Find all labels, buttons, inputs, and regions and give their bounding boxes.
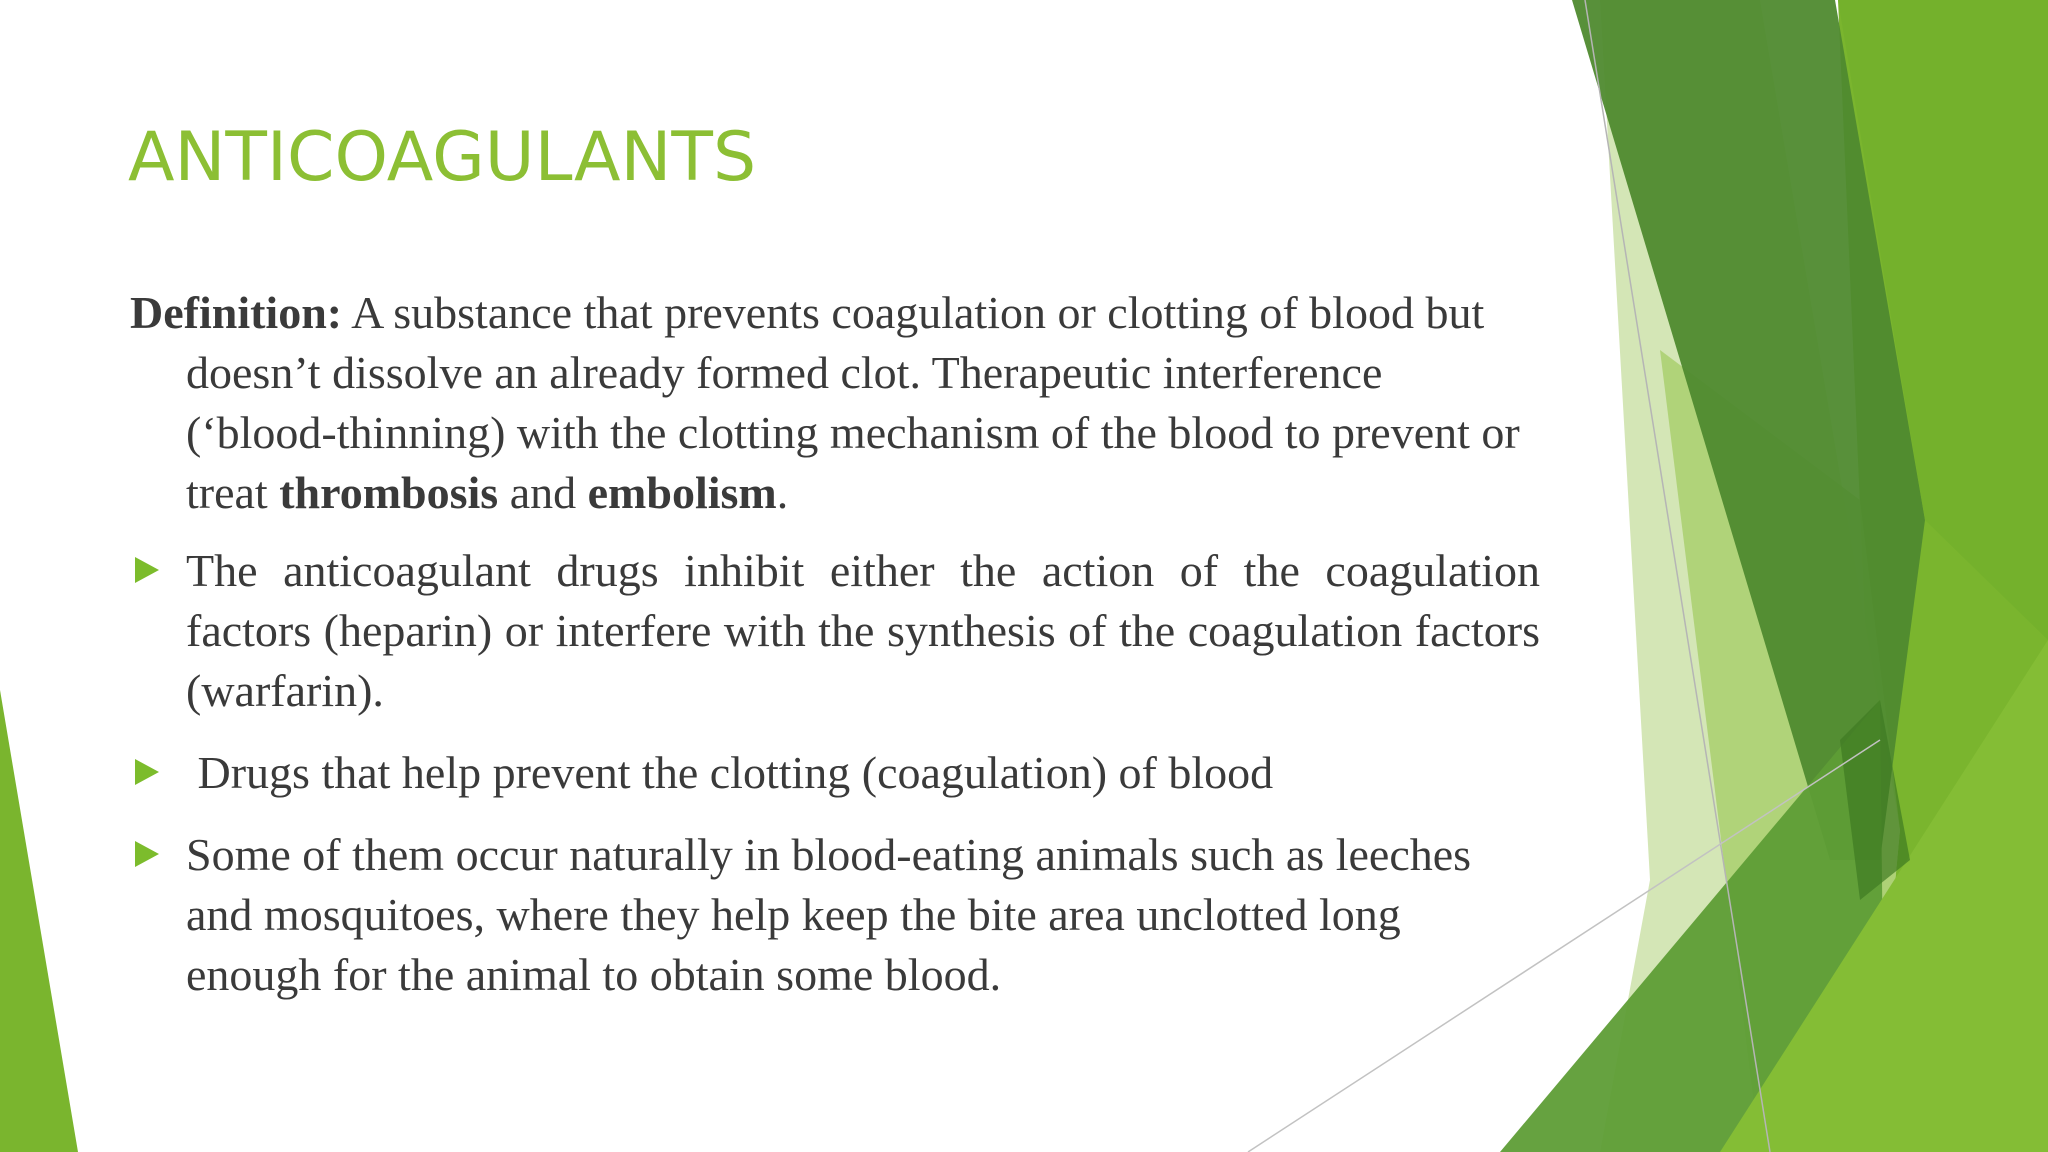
bullet-item [130, 541, 1540, 721]
bullet-arrow-icon [135, 759, 159, 785]
bullet-text: Drugs that help prevent the clotting (coagulation) of blood [186, 747, 1274, 798]
bullet-item [130, 743, 1540, 803]
definition-text-3: . [776, 467, 789, 518]
slide-body [130, 283, 1540, 1023]
bullet-item [130, 825, 1540, 1005]
bullet-text: The anticoagulant drugs inhibit either the action of the coagulation factors (heparin) or interfere with the synthesis of the coagulation factors (warfarin). [186, 545, 1540, 716]
term-thrombosis: thrombosis [279, 467, 499, 518]
bullet-arrow-icon [135, 557, 159, 583]
definition-paragraph [130, 283, 1540, 523]
left-green-wedge [0, 690, 78, 1152]
definition-text-1: A substance that prevents coagulation or clotting of blood but doesn’t dissolve an already formed clot. Therapeutic interference (‘blood-thinning) with the clotting mechanism of the blood to prevent or treat [186, 287, 1520, 518]
definition-label: Definition: [130, 287, 343, 338]
definition-text-2: and [498, 467, 588, 518]
slide-title: ANTICOAGULANTS [128, 118, 757, 197]
bullet-arrow-icon [135, 841, 159, 867]
bullet-text: Some of them occur naturally in blood-eating animals such as leeches and mosquitoes, where they help keep the bite area unclotted long enough for the animal to obtain some blood. [186, 829, 1472, 1000]
term-embolism: embolism [587, 467, 777, 518]
